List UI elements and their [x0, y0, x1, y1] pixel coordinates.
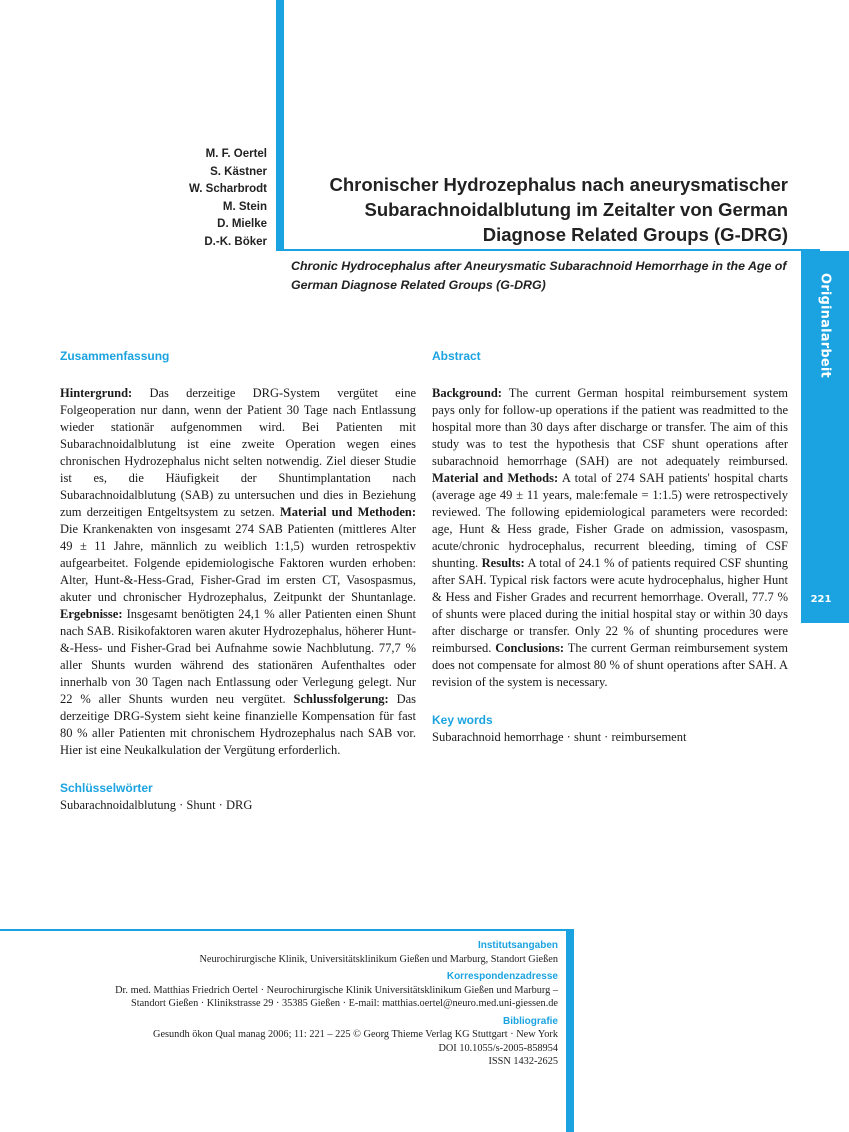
- keywords-heading: Schlüsselwörter: [60, 781, 153, 795]
- correspondence-line: Dr. med. Matthias Friedrich Oertel · Neurochirurgische Klinik Universitätsklinikum Gießen und Marburg –: [115, 984, 558, 996]
- title-english: Chronic Hydrocephalus after Aneurysmatic Subarachnoid Hemorrhage in the Age of German Diagnose Related Groups (G-DRG): [291, 259, 787, 292]
- english-abstract: [432, 349, 788, 746]
- doi: DOI 10.1055/s-2005-858954: [438, 1042, 558, 1054]
- keywords: Subarachnoid hemorrhage · shunt · reimbursement: [432, 730, 687, 744]
- german-abstract: [60, 349, 416, 814]
- author: S. Kästner: [210, 165, 267, 178]
- author: M. Stein: [222, 200, 267, 213]
- bibliography-heading: Bibliografie: [502, 1015, 558, 1027]
- section-heading: Abstract: [432, 349, 481, 363]
- issn: ISSN 1432-2625: [488, 1056, 558, 1067]
- footer-rule: [0, 929, 574, 931]
- title-rule: [284, 249, 820, 251]
- author-list: [120, 146, 267, 251]
- author: M. F. Oertel: [205, 148, 267, 160]
- keywords-heading: Key words: [432, 713, 493, 727]
- author: W. Scharbrodt: [189, 183, 267, 195]
- institution-heading: Institutsangaben: [477, 940, 558, 951]
- bibliography-line: Gesundh ökon Qual manag 2006; 11: 221 – 225 © Georg Thieme Verlag KG Stuttgart · New York: [153, 1029, 558, 1040]
- abstract-text: Background: The current German hospital reimbursement system pays only for follow-up operations if the patient was readmitted to the hospital more than 30 days after discharge or transfer. The aim of this study was to test the hypothesis that CSF shunt operations after subarachnoid hemorrhage (SAH) are not adequately reimbursed. Material and Methods: A total of 274 SAH patients' hospital charts (average age 49 ± 11 years, male:female = 1:1.5) were retrospectively reviewed. The following epidemiological parameters were recorded: age, Hunt & Hess grade, Fisher Grade on admission, vasospasm, acute/chronic hydrocephalus, recurrent bleeding, timing of CSF shunting. Results: A total of 24.1 % of patients required CSF shunting after SAH. Typical risk factors were acute hydrocephalus, higher Hunt & Hess and Fisher Grades and recurrent hemorrhage. Overall, 77.7 % of shunts were placed during the initial hospital stay or within 30 days after discharge or transfer. Only 22 % of shunting procedures were reimbursed. Conclusions: The current German reimbursement system does not compensate for almost 80 % of shunt operations after SAH. A revision of the system is necessary.: [432, 386, 789, 689]
- author: D.-K. Böker: [204, 235, 267, 248]
- abstract-text: Hintergrund: Das derzeitige DRG-System vergütet eine Folgeoperation nur dann, wenn der Patient 30 Tage nach Entlassung wieder stationär aufgenommen wird. Bei Patienten mit Subarachnoidalblutung ist eine zweite Operation wegen eines chronischen Hydrozephalus nicht selten notwendig. Ziel dieser Studie ist es, die Häufigkeit der Shuntimplantation nach Subarachnoidalblutung (SAB) zu untersuchen und dies in Beziehung zum derzeitigen Entgeltsystem zu setzen. Material und Methoden: Die Krankenakten von insgesamt 274 SAB Patienten (mittleres Alter 49 ± 11 Jahre, männlich zu weiblich 1:1,5) wurden retrospektiv aufgearbeitet. Folgende epidemiologische Faktoren wurden erhoben: Alter, Hunt-&-Hess-Grad, Fisher-Grad im ersten CT, Vasospasmus, akuter und chronischer Hydrozephalus, Zeitpunkt der Shuntanlage. Ergebnisse: Insgesamt benötigten 24,1 % aller Patienten einen Shunt nach SAB. Risikofaktoren waren akuter Hydrozephalus, höherer Hunt-&-Hess- und Fisher-Grad bei Aufnahme sowie Nachblutung. 77,7 % aller Shunts wurden während des stationären Aufenthaltes oder innerhalb von 30 Tagen nach Entlassung oder Verlegung gelegt. Nur 22 % aller Shunts wurden neu vergütet. Schlussfolgerung: Das derzeitige DRG-System sieht keine finanzielle Kompensation für fast 80 % aller Patienten mit chronischem Hydrozephalus nach SAB vor. Hier ist eine Neukalkulation der Vergütung erforderlich.: [60, 386, 417, 757]
- side-tab: [801, 251, 849, 623]
- keywords: Subarachnoidalblutung · Shunt · DRG: [60, 798, 253, 812]
- institution: Neurochirurgische Klinik, Universitätsklinikum Gießen und Marburg, Standort Gießen: [199, 953, 558, 965]
- top-accent-bar: [276, 0, 284, 251]
- section-heading: Zusammenfassung: [60, 349, 170, 363]
- title-german: Chronischer Hydrozephalus nach aneurysmatischer Subarachnoidalblutung im Zeitalter von German Diagnose Related Groups (G-DRG): [329, 174, 788, 245]
- article-footer: [30, 939, 558, 1069]
- author: D. Mielke: [217, 218, 267, 230]
- correspondence-heading: Korrespondenzadresse: [446, 971, 558, 982]
- article-type-label: Originalarbeit: [817, 273, 833, 378]
- footer-accent-bar: [566, 929, 574, 1132]
- page-number: 221: [810, 594, 832, 605]
- correspondence-line: Standort Gießen · Klinikstrasse 29 · 35385 Gießen · E-mail: matthias.oertel@neuro.med.uni-giessen.de: [131, 998, 558, 1009]
